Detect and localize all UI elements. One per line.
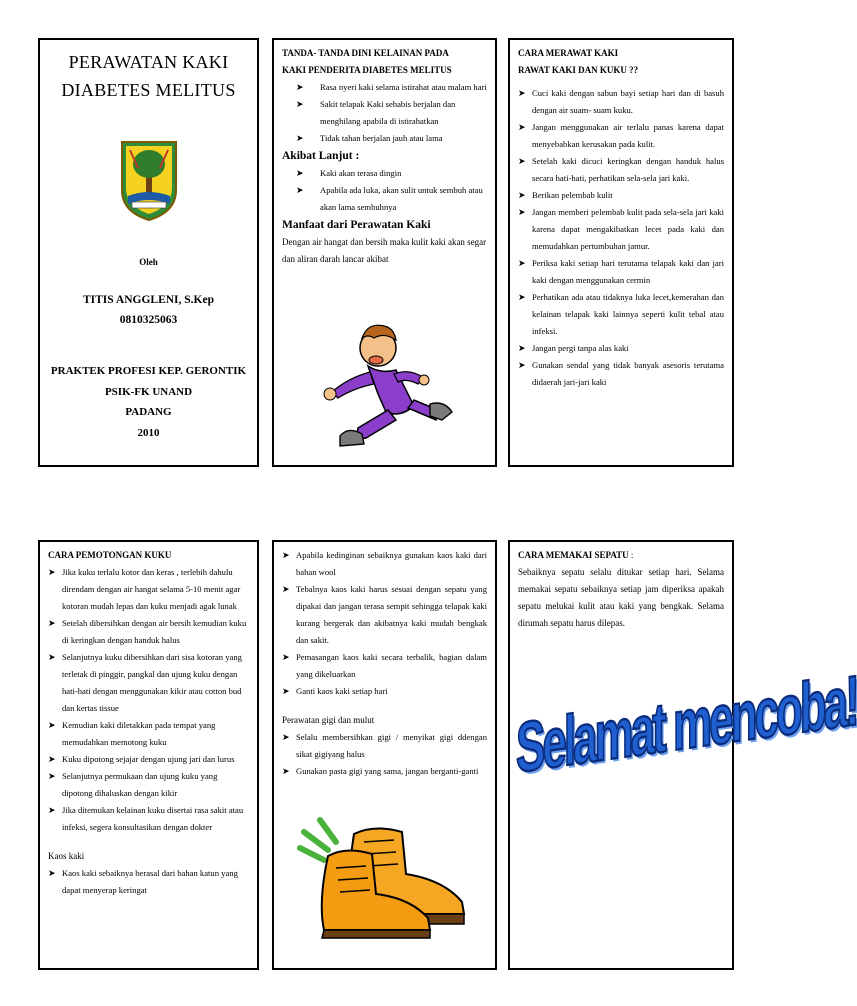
list-item-text: Cuci kaki dengan sabun bayi setiap hari dan di basuh dengan air suam- suam kuku.	[532, 88, 724, 115]
author-name: TITIS ANGGLENI, S.Kep	[82, 294, 214, 306]
socks-and-teeth-panel	[272, 540, 497, 970]
list-item-text: Kaki akan terasa dingin	[320, 168, 402, 178]
list-item	[48, 564, 249, 615]
list-item-text: Sakit telapak Kaki sehabis berjalan dan menghilang apabila di istirahatkan	[320, 99, 456, 126]
arrow-bullet-icon: ➤	[518, 156, 526, 166]
arrow-bullet-icon: ➤	[518, 360, 526, 370]
list-item-text: Jangan menggunakan air terlalu panas karena dapat menyebabkan kerusakan pada kulit.	[532, 122, 724, 149]
list-item-text: Kaos kaki sebaiknya berasal dari bahan katun yang dapat menyerap keringat	[62, 868, 238, 895]
list-item-text: Jika kuku terlalu kotor dan keras , terlebih dahulu direndam dengan air hangat selama 5-10 menit agar kotoran mudah lepas dan kuku menjadi agak lunak	[62, 567, 241, 611]
arrow-bullet-icon: ➤	[518, 122, 526, 132]
arrow-bullet-icon: ➤	[282, 652, 290, 662]
arrow-bullet-icon: ➤	[48, 805, 56, 815]
list-item	[518, 289, 724, 340]
list-item-text: Setelah kaki dicuci keringkan dengan handuk halus secara hati-hati, perhatikan sela-sela jari kaki.	[532, 156, 724, 183]
list-item	[48, 865, 249, 899]
shoe-heading-suffix: :	[628, 550, 634, 560]
nail-cutting-heading: CARA PEMOTONGAN KUKU	[48, 550, 172, 560]
shoe-heading	[518, 547, 724, 564]
foot-care-heading-line1: CARA MERAWAT KAKI	[518, 48, 619, 58]
list-item-text: Perhatikan ada atau tidaknya luka lecet,kemerahan dan kelainan telapak kaki lainnya seperti kulit tebal atau infeksi.	[532, 292, 724, 336]
list-item	[48, 768, 249, 802]
arrow-bullet-icon: ➤	[518, 207, 526, 217]
list-item	[48, 751, 249, 768]
manfaat-heading: Manfaat dari Perawatan Kaki	[282, 219, 431, 231]
cover-institution-block	[40, 361, 257, 443]
arrow-bullet-icon: ➤	[518, 292, 526, 302]
arrow-bullet-icon: ➤	[296, 168, 304, 178]
list-item-text: Gunakan sendal yang tidak banyak asesoris terutama didaerah jari-jari kaki	[532, 360, 724, 387]
arrow-bullet-icon: ➤	[282, 686, 290, 696]
akibat-list	[282, 165, 487, 216]
list-item	[282, 729, 487, 763]
arrow-bullet-icon: ➤	[282, 732, 290, 742]
foot-care-list	[518, 85, 724, 391]
arrow-bullet-icon: ➤	[518, 88, 526, 98]
list-item-text: Setelah dibersihkan dengan air bersih kemudian kuku di keringkan dengan handuk halus	[62, 618, 247, 645]
list-item	[282, 581, 487, 649]
list-item-text: Selanjutnya permukaan dan ujung kuku yang dipotong dihaluskan dengan kikir	[62, 771, 218, 798]
list-item-text: Pemasangan kaos kaki secara terbalik, bagian dalam yang dikeluarkan	[296, 652, 487, 679]
orange-boots-icon	[294, 814, 474, 940]
shoe-text: Sebaiknya sepatu selalu ditukar setiap hari. Selama memakai sepatu sebaiknya setiap jam diperiksa apakah sepatu melukai kulit atau kaki yang bengkak. Selama dirumah sepatu harus dilepas.	[518, 567, 724, 628]
arrow-bullet-icon: ➤	[48, 868, 56, 878]
list-item	[282, 182, 487, 216]
list-item	[518, 340, 724, 357]
cover-author-block	[40, 290, 257, 330]
list-item	[282, 79, 487, 96]
socks-continued-list	[282, 547, 487, 700]
list-item	[282, 547, 487, 581]
arrow-bullet-icon: ➤	[282, 766, 290, 776]
list-item-text: Jangan memberi pelembab kulit pada sela-sela jari kaki karena dapat mengakibatkan lecet pada kaki dan memudahkan pertumbuhan jamur.	[532, 207, 724, 251]
dental-heading: Perawatan gigi dan mulut	[282, 715, 375, 725]
cover-panel	[38, 38, 259, 467]
early-signs-heading-line1: TANDA- TANDA DINI KELAINAN PADA	[282, 48, 449, 58]
arrow-bullet-icon: ➤	[48, 567, 56, 577]
nail-cutting-panel	[38, 540, 259, 970]
socks-list	[48, 865, 249, 899]
list-item-text: Kuku dipotong sejajar dengan ujung jari dan lurus	[62, 754, 235, 764]
manfaat-text: Dengan air hangat dan bersih maka kulit kaki akan segar dan aliran darah lancar akibat	[282, 237, 487, 264]
arrow-bullet-icon: ➤	[296, 99, 304, 109]
list-item	[282, 130, 487, 147]
nail-cutting-list	[48, 564, 249, 836]
arrow-bullet-icon: ➤	[48, 771, 56, 781]
arrow-bullet-icon: ➤	[518, 190, 526, 200]
cover-title-line1: PERAWATAN KAKI	[68, 52, 229, 72]
list-item-text: Jika ditemukan kelainan kuku disertai rasa sakit atau infeksi, segera konsultasikan dengan dokter	[62, 805, 244, 832]
list-item-text: Rasa nyeri kaki selama istirahat atau malam hari	[320, 82, 487, 92]
list-item-text: Selalu membersihkan gigi / menyikat gigi ddengan sikat gigiyang halus	[296, 732, 487, 759]
shoe-heading-text: CARA MEMAKAI SEPATU	[518, 550, 629, 560]
arrow-bullet-icon: ➤	[282, 584, 290, 594]
list-item-text: Tidak tahan berjalan jauh atau lama	[320, 133, 443, 143]
cover-oleh: Oleh	[139, 257, 158, 267]
regional-emblem-icon	[118, 138, 180, 222]
cover-title-line2: DIABETES MELITUS	[61, 80, 236, 100]
wordart-container	[516, 661, 857, 789]
list-item-text: Apabila ada luka, akan sulit untuk sembuh atau akan lama sembuhnya	[320, 185, 483, 212]
early-signs-list	[282, 79, 487, 147]
list-item	[518, 119, 724, 153]
list-item-text: Ganti kaos kaki setiap hari	[296, 686, 388, 696]
list-item-text: Berikan pelembab kulit	[532, 190, 613, 200]
list-item	[518, 85, 724, 119]
list-item	[518, 153, 724, 187]
arrow-bullet-icon: ➤	[296, 82, 304, 92]
list-item	[518, 187, 724, 204]
arrow-bullet-icon: ➤	[518, 258, 526, 268]
foot-care-heading-line2: RAWAT KAKI DAN KUKU ??	[518, 65, 639, 75]
list-item-text: Tebalnya kaos kaki harus sesuai dengan sepatu yang dipakai dan jangan terasa sempit sehingga telapak kaki kurang bergerak dan akibatnya kaki mudah bengkak dan sakit.	[296, 584, 487, 645]
arrow-bullet-icon: ➤	[48, 754, 56, 764]
list-item-text: Kemudian kaki diletakkan pada tempat yang memudahkan memotong kuku	[62, 720, 216, 747]
list-item	[282, 649, 487, 683]
year: 2010	[137, 426, 160, 439]
early-signs-heading-line2: KAKI PENDERITA DIABETES MELITUS	[282, 65, 452, 75]
running-man-icon	[318, 308, 458, 450]
early-signs-panel	[272, 38, 497, 467]
list-item	[518, 357, 724, 391]
list-item	[282, 96, 487, 130]
list-item	[48, 649, 249, 717]
arrow-bullet-icon: ➤	[518, 343, 526, 353]
list-item-text: Apabila kedinginan sebaiknya gunakan kaos kaki dari bahan wool	[296, 550, 487, 577]
faculty-name: PSIK-FK UNAND	[104, 385, 193, 398]
arrow-bullet-icon: ➤	[48, 652, 56, 662]
list-item-text: Periksa kaki setiap hari terutama telapak kaki dan jari kaki dengan menggunakan cermin	[532, 258, 724, 285]
list-item-text: Gunakan pasta gigi yang sama, jangan berganti-ganti	[296, 766, 479, 776]
early-signs-heading	[282, 45, 487, 79]
socks-heading: Kaos kaki	[48, 851, 85, 861]
arrow-bullet-icon: ➤	[48, 720, 56, 730]
cover-title	[40, 48, 257, 104]
selamat-mencoba-wordart: Selamat mencoba!	[516, 661, 857, 789]
list-item-text: Selanjutnya kuku dibersihkan dari sisa kotoran yang terletak di pinggir, pangkal dan ujung kuku dengan hati-hati dengan menggunakan kikir atau cotton bud dan kertas tissue	[62, 652, 242, 713]
list-item	[48, 615, 249, 649]
arrow-bullet-icon: ➤	[282, 550, 290, 560]
list-item	[282, 763, 487, 780]
list-item	[518, 204, 724, 255]
student-id: 0810325063	[119, 314, 178, 326]
arrow-bullet-icon: ➤	[48, 618, 56, 628]
arrow-bullet-icon: ➤	[296, 133, 304, 143]
arrow-bullet-icon: ➤	[296, 185, 304, 195]
list-item	[282, 683, 487, 700]
list-item	[282, 165, 487, 182]
list-item	[48, 717, 249, 751]
program-name: PRAKTEK PROFESI KEP. GERONTIK	[50, 365, 247, 377]
dental-list	[282, 729, 487, 780]
list-item-text: Jangan pergi tanpa alas kaki	[532, 343, 629, 353]
city-name: PADANG	[125, 406, 172, 418]
foot-care-heading	[518, 45, 724, 79]
shoe-panel	[508, 540, 857, 970]
list-item	[48, 802, 249, 836]
foot-care-panel	[508, 38, 734, 467]
list-item	[518, 255, 724, 289]
akibat-heading: Akibat Lanjut :	[282, 150, 360, 162]
